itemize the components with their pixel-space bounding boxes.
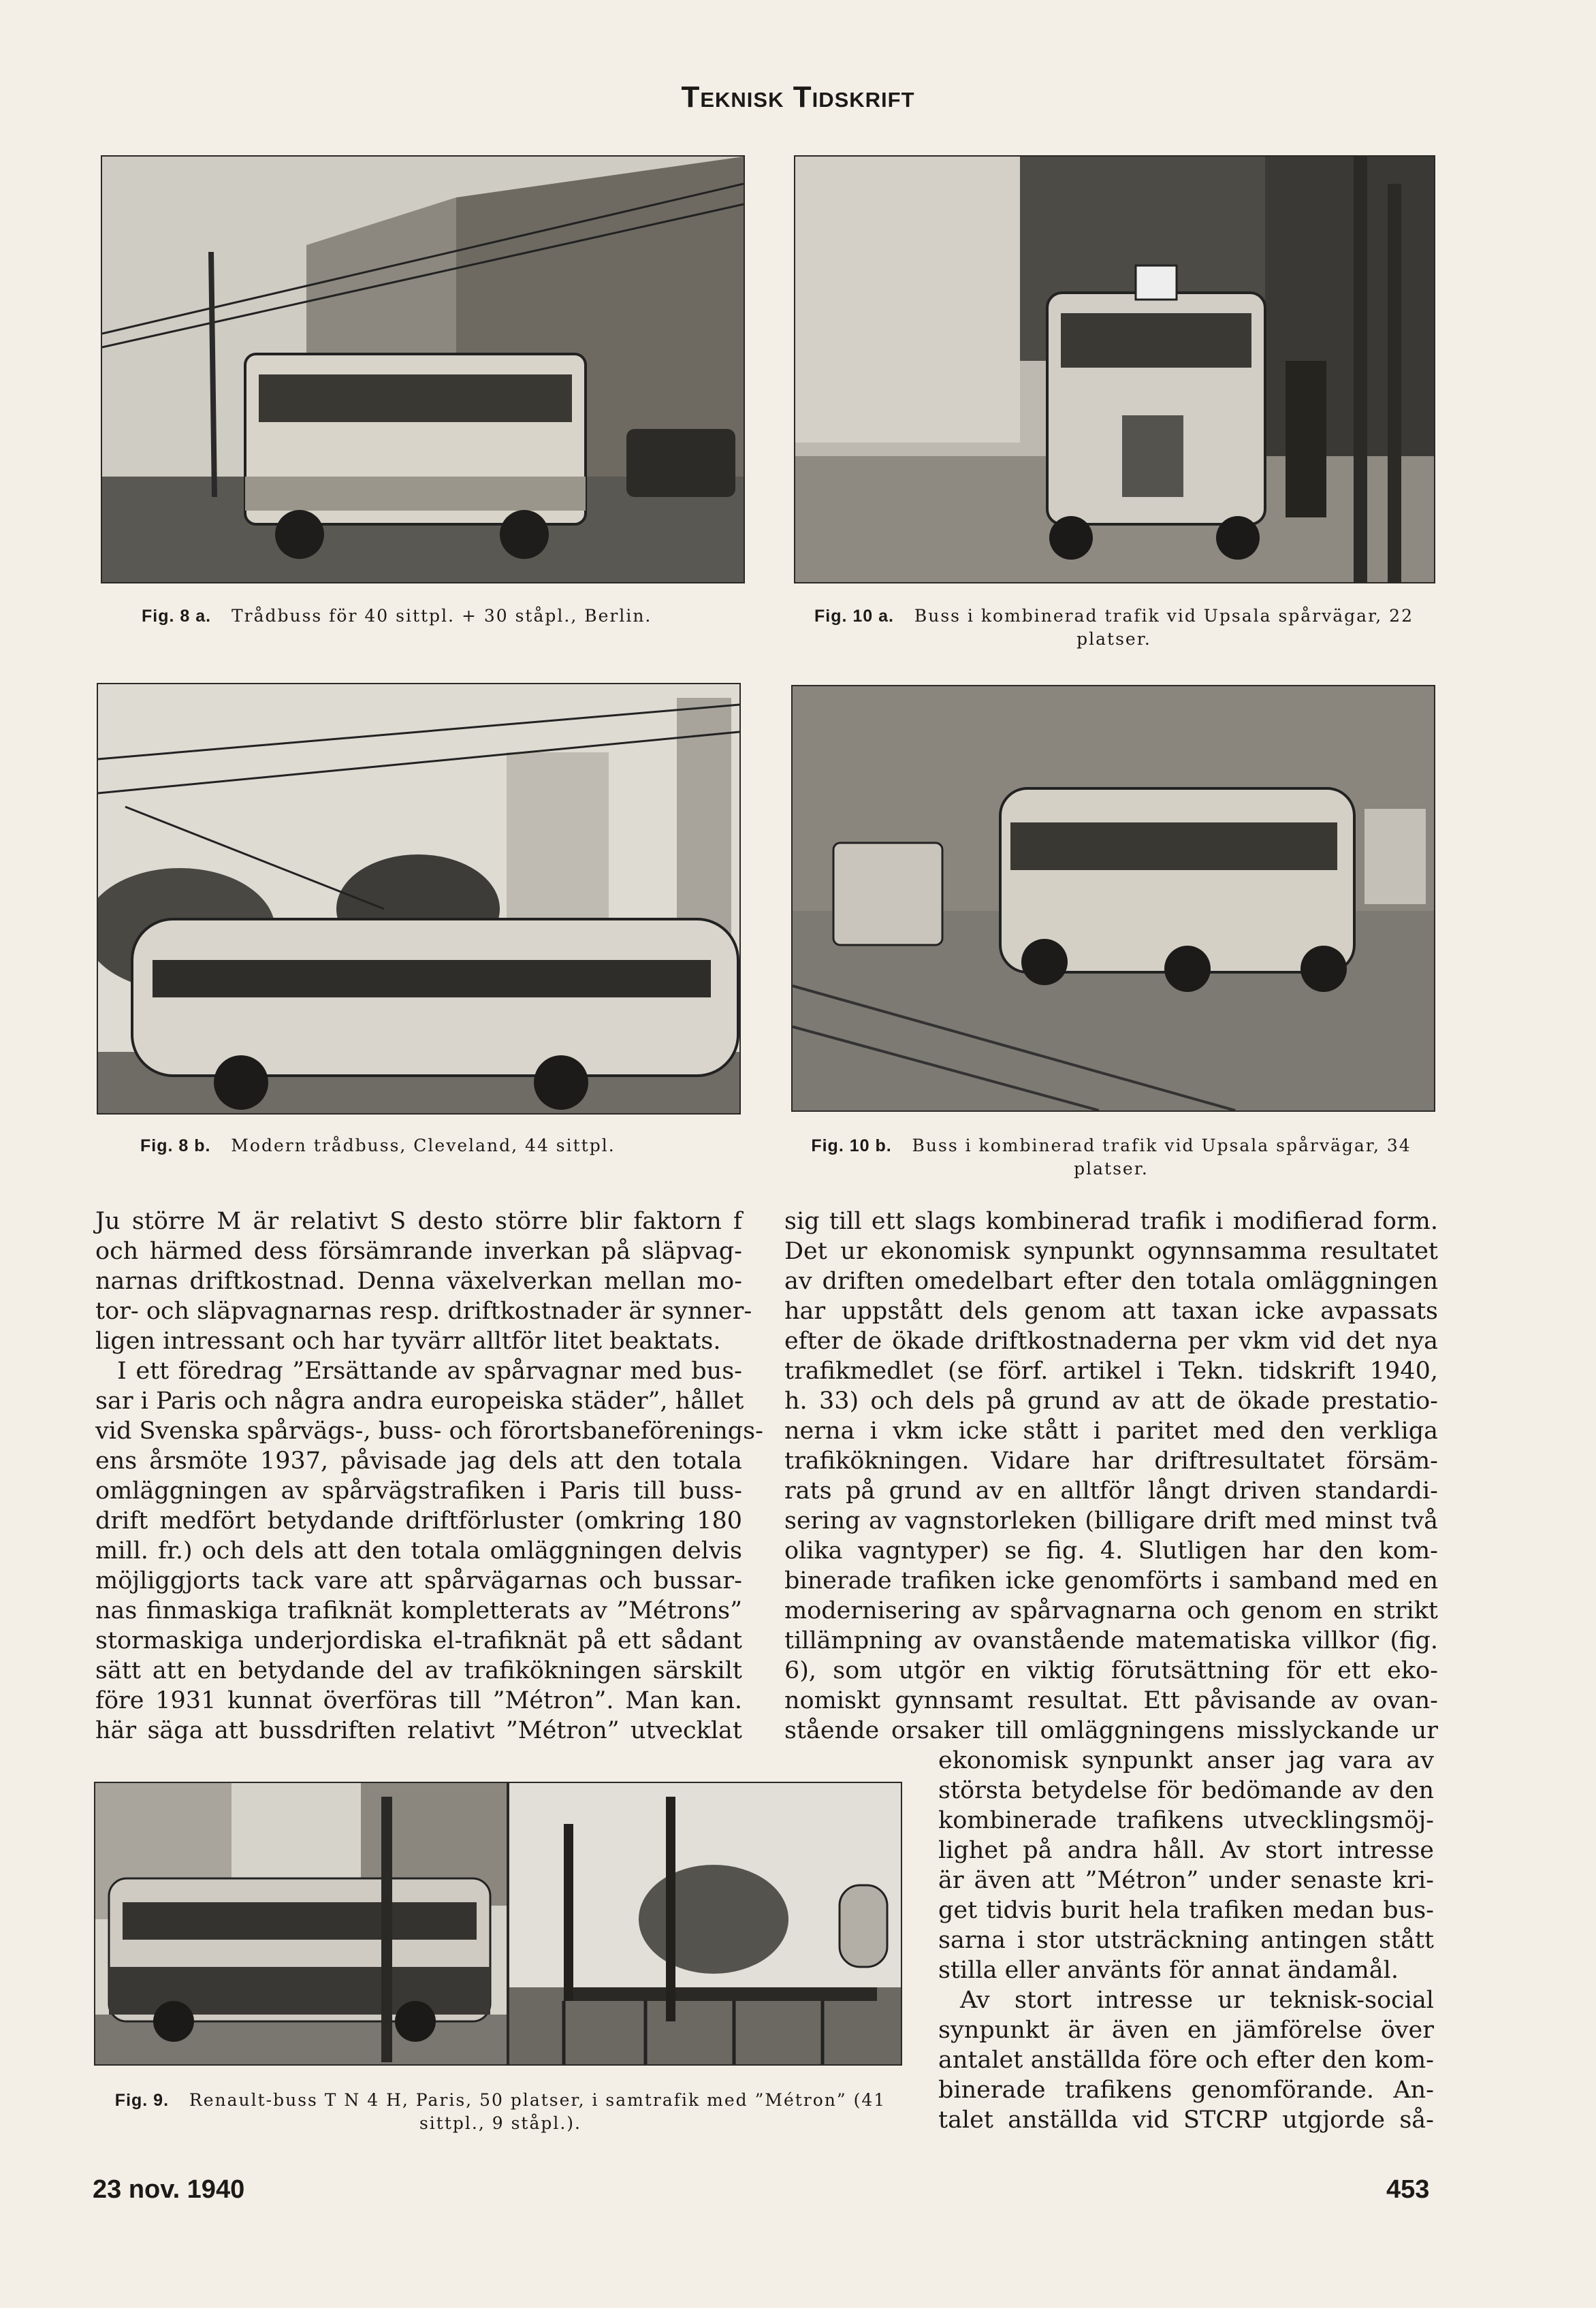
caption-text: Trådbuss för 40 sittpl. + 30 ståpl., Berlin.: [231, 606, 652, 626]
text-line: här säga att bussdriften relativt ”Métron” utvecklat: [95, 1717, 742, 1744]
text-line: efter de ökade driftkostnaderna per vkm vid det nya: [784, 1328, 1438, 1355]
text-line: rats på grund av en alltför långt driven standardi-: [784, 1477, 1438, 1505]
text-line: möjliggjorts tack vare att spårvägarnas och bussar-: [95, 1567, 742, 1594]
text-line: trafikmedlet (se förf. artikel i Tekn. tidskrift 1940,: [784, 1358, 1438, 1385]
photo-renault-bus-paris: [94, 1782, 508, 2066]
text-line: mill. fr.) och dels att den totala omläggningen delvis: [95, 1537, 742, 1565]
text-line: stående orsaker till omläggningens misslyckande ur: [784, 1717, 1438, 1744]
text-line: omläggningen av spårvägstrafiken i Paris till buss-: [95, 1477, 742, 1505]
text-line: av driften omedelbart efter den totala omläggningen: [784, 1268, 1438, 1295]
text-line: stilla eller använts för annat ändamål.: [938, 1957, 1399, 1984]
text-line: trafikökningen. Vidare har driftresultatet försäm-: [784, 1447, 1438, 1475]
fig-label: Fig. 9.: [114, 2091, 170, 2110]
text-line: h. 33) och dels på grund av att de ökade prestatio-: [784, 1388, 1438, 1415]
text-line: drift medfört betydande driftförluster (omkring 180: [95, 1507, 742, 1535]
fig-label: Fig. 10 b.: [811, 1136, 892, 1155]
text-line: tor- och släpvagnarnas resp. driftkostnader är synner-: [95, 1298, 752, 1325]
text-line: ligen intressant och har tyvärr alltför litet beaktats.: [95, 1328, 721, 1355]
text-line: binerade trafiken icke genomförts i samband med en: [784, 1567, 1438, 1594]
text-line: sig till ett slags kombinerad trafik i modifierad form.: [784, 1208, 1438, 1235]
photo-trolleybus-berlin: [101, 155, 745, 583]
caption-text: Modern trådbuss, Cleveland, 44 sittpl.: [231, 1136, 616, 1155]
caption-fig8a: [142, 605, 727, 628]
caption-fig10a: [787, 605, 1441, 651]
footer-date: 23 nov. 1940: [93, 2175, 245, 2204]
text-line: kombinerade trafikens utvecklingsmöj-: [938, 1807, 1434, 1834]
left-column-text: [95, 1206, 763, 1746]
text-line: modernisering av spårvagnarna och genom en strikt: [784, 1597, 1438, 1624]
text-line: sarna i stor utsträckning antingen stått: [938, 1927, 1434, 1954]
text-line: nas finmaskiga trafiknät kompletterats av ”Métrons”: [95, 1597, 742, 1624]
caption-text: Buss i kombinerad trafik vid Upsala spårvägar, 22 platser.: [914, 606, 1414, 649]
text-line: sar i Paris och några andra europeiska städer”, hållet: [95, 1388, 744, 1415]
caption-fig10b: [784, 1134, 1438, 1181]
text-line: get tidvis burit hela trafiken medan bus-: [938, 1897, 1434, 1924]
text-line: Av stort intresse ur teknisk-social: [960, 1987, 1434, 2014]
right-narrow-text: [938, 1746, 1434, 2135]
text-line: ekonomisk synpunkt anser jag vara av: [938, 1747, 1434, 1774]
text-line: är även att ”Métron” under senaste kri-: [938, 1867, 1434, 1894]
caption-text: Buss i kombinerad trafik vid Upsala spårvägar, 34 platser.: [912, 1136, 1411, 1179]
text-line: vid Svenska spårvägs-, buss- och förortsbaneförenings-: [95, 1417, 763, 1445]
page-number: 453: [1386, 2175, 1430, 2204]
text-line: antalet anställda före och efter den kom-: [938, 2047, 1434, 2074]
caption-fig9: [95, 2089, 906, 2135]
text-line: Det ur ekonomisk synpunkt ogynnsamma resultatet: [784, 1238, 1438, 1265]
fig-label: Fig. 8 a.: [142, 607, 212, 626]
text-line: tillämpning av ovanstående matematiska villkor (fig.: [784, 1627, 1438, 1654]
right-column-text: [784, 1206, 1438, 1746]
text-line: stormaskiga underjordiska el-trafiknät på ett sådant: [95, 1627, 742, 1654]
text-line: har uppstått dels genom att taxan icke avpassats: [784, 1298, 1438, 1325]
text-line: synpunkt är även en jämförelse över: [938, 2017, 1434, 2044]
fig-label: Fig. 10 a.: [814, 607, 894, 626]
text-line: Ju större M är relativt S desto större blir faktorn f: [95, 1208, 742, 1235]
text-line: största betydelse för bedömande av den: [938, 1777, 1434, 1804]
text-line: 6), som utgör en viktig förutsättning för ett eko-: [784, 1657, 1438, 1684]
text-line: sätt att en betydande del av trafikökningen särskilt: [95, 1657, 742, 1684]
text-line: lighet på andra håll. Av stort intresse: [938, 1837, 1434, 1864]
journal-title: Teknisk Tidskrift: [681, 80, 915, 114]
text-line: före 1931 kunnat överföras till ”Métron”. Man kan.: [95, 1687, 742, 1714]
photo-upsala-bus-22: [794, 155, 1435, 583]
caption-text: Renault-buss T N 4 H, Paris, 50 platser, i samtrafik med ”Métron” (41 sittpl., 9 ståpl.).: [189, 2090, 887, 2133]
text-line: olika vagntyper) se fig. 4. Slutligen har den kom-: [784, 1537, 1438, 1565]
text-line: ens årsmöte 1937, påvisade jag dels att den totala: [95, 1447, 742, 1475]
text-line: binerade trafikens genomförande. An-: [938, 2077, 1434, 2104]
text-line: I ett föredrag ”Ersättande av spårvagnar med bus-: [117, 1358, 742, 1385]
photo-trolleybus-cleveland: [97, 683, 741, 1115]
photo-metro-entrance-paris: [508, 1782, 902, 2066]
text-line: och härmed dess försämrande inverkan på släpvag-: [95, 1238, 742, 1265]
text-line: narnas driftkostnad. Denna växelverkan mellan mo-: [95, 1268, 742, 1295]
text-line: nomiskt gynnsamt resultat. Ett påvisande av ovan-: [784, 1687, 1438, 1714]
caption-fig8b: [140, 1134, 726, 1157]
text-line: nerna i vkm icke stått i paritet med den verkliga: [784, 1417, 1438, 1445]
text-line: talet anställda vid STCRP utgjorde så-: [938, 2106, 1434, 2134]
text-line: sering av vagnstorleken (billigare drift med minst två: [784, 1507, 1438, 1535]
fig-label: Fig. 8 b.: [140, 1136, 211, 1155]
photo-upsala-bus-34: [791, 685, 1435, 1112]
